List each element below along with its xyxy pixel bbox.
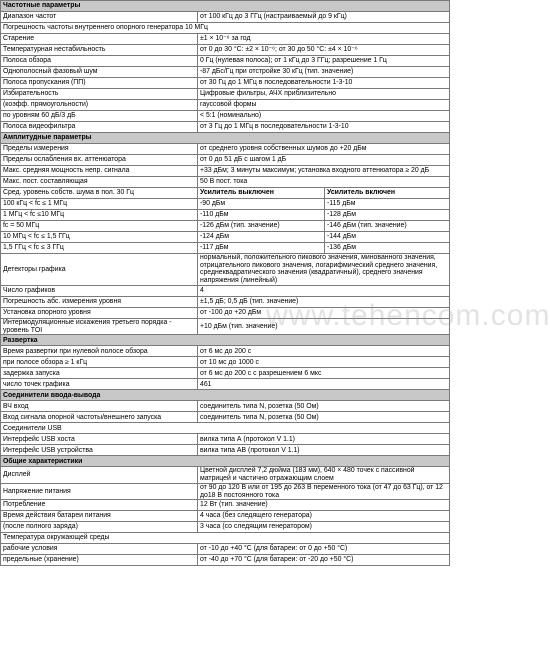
table-row [1,100,450,111]
table-row [1,67,450,78]
column-header-amp-off: Усилитель выключен [198,188,325,199]
table-row [1,379,450,390]
value-amp-on: -146 дБм (тип. значение) [325,221,450,232]
table-row [1,111,450,122]
param-label: Соединители USB [1,423,450,434]
value-amp-off: -110 дБм [198,210,325,221]
table-row [1,346,450,357]
param-value: гауссовой формы [198,100,450,111]
param-value: нормальный, положительного пикового значения, минованного значения, отрицательного пикового значения, логарифмический среднего значения, среднеквадратического значения (квадратичный), среднего значения напряжения (линейный) [198,254,450,286]
param-label: ВЧ вход [1,401,198,412]
table-row [1,221,450,232]
param-label: Диапазон частот [1,12,198,23]
param-label: (коэфф. прямоугольности) [1,100,198,111]
param-label: Дисплей [1,467,198,483]
table-row [1,500,450,511]
table-row [1,254,450,286]
param-value: 461 [198,379,450,390]
param-value: от 100 кГц до 3 ГГц (настраиваемый до 9 кГц) [198,12,450,23]
value-amp-off: -117 дБм [198,243,325,254]
table-row [1,12,450,23]
param-value: Цифровые фильтры, АЧХ приблизительно [198,89,450,100]
value-amp-on: -115 дБм [325,199,450,210]
param-label: fc = 50 МГц [1,221,198,232]
param-value: от 0 до 51 дБ с шагом 1 дБ [198,155,450,166]
param-value: 50 В пост. тока [198,177,450,188]
param-label: Потребление [1,500,198,511]
section-header [1,335,450,346]
table-row [1,434,450,445]
param-label: Интермодуляционные искажения третьего порядка - уровень TOI [1,318,198,334]
param-value: -87 дБс/Гц при отстройке 30 кГц (тип. значение) [198,67,450,78]
table-row [1,78,450,89]
param-label: 100 кГц < fc ≤ 1 МГц [1,199,198,210]
param-label: при полосе обзора ≥ 1 кГц [1,357,198,368]
table-row [1,555,450,566]
param-label: Интерфейс USB устройства [1,445,198,456]
table-row [1,423,450,434]
param-value: 4 [198,285,450,296]
param-label: Температура окружающей среды [1,533,450,544]
table-row [1,368,450,379]
table-row [1,318,450,334]
table-row [1,34,450,45]
table-row [1,296,450,307]
table-row [1,522,450,533]
param-label: Напряжение питания [1,483,198,499]
section-title: Частотные параметры [1,1,450,12]
param-label: по уровням 60 дБ/3 дБ [1,111,198,122]
value-amp-on: -136 дБм [325,243,450,254]
section-header [1,390,450,401]
param-label: Вход сигнала опорной частоты/внешнего запуска [1,412,198,423]
param-value: ±1 × 10⁻⁶ за год [198,34,450,45]
param-value: от -10 до +40 °С (для батареи: от 0 до +50 °С) [198,544,450,555]
param-label: Полоса обзора [1,56,198,67]
param-label: Однополосный фазовый шум [1,67,198,78]
param-label: Число графиков [1,285,198,296]
param-label: Погрешность абс. измерения уровня [1,296,198,307]
table-row [1,144,450,155]
param-value: от 30 Гц до 1 МГц в последовательности 1-3-10 [198,78,450,89]
table-row [1,445,450,456]
param-label: Температурная нестабильность [1,45,198,56]
section-title: Амплитудные параметры [1,133,450,144]
param-label: Время развертки при нулевой полосе обзора [1,346,198,357]
param-value: от 10 мс до 1000 с [198,357,450,368]
param-label: Полоса пропускания (ПП) [1,78,198,89]
table-row [1,89,450,100]
param-label: Старение [1,34,198,45]
param-value: 0 Гц (нулевая полоса); от 1 кГц до 3 ГГц; разрешение 1 Гц [198,56,450,67]
table-row [1,188,450,199]
table-row [1,155,450,166]
param-label: Время действия батареи питания [1,511,198,522]
param-label: Погрешность частоты внутреннего опорного генератора 10 МГц [1,23,450,34]
param-value: Цветной дисплей 7,2 дюйма (183 мм), 640 × 480 точек с пассивной матрицей и частично отражающим слоем [198,467,450,483]
param-label: предельные (хранение) [1,555,198,566]
param-label: задержка запуска [1,368,198,379]
param-value: 12 Вт (тип. значение) [198,500,450,511]
param-value: +33 дБм; 3 минуты максимум; установка входного аттенюатора ≥ 20 дБ [198,166,450,177]
param-value: вилка типа А (протокол V 1.1) [198,434,450,445]
param-value: от -40 до +70 °С (для батареи: от -20 до +50 °С) [198,555,450,566]
param-label: Избирательность [1,89,198,100]
param-label: Установка опорного уровня [1,307,198,318]
param-value: от -100 до +20 дБм [198,307,450,318]
param-value: соединитель типа N, розетка (50 Ом) [198,412,450,423]
section-header [1,133,450,144]
column-header-amp-on: Усилитель включен [325,188,450,199]
table-row [1,23,450,34]
param-label: Пределы измерения [1,144,198,155]
table-row [1,467,450,483]
section-header [1,456,450,467]
param-label: рабочие условия [1,544,198,555]
param-value: < 5:1 (номинально) [198,111,450,122]
table-row [1,166,450,177]
param-value: от 3 Гц до 1 МГц в последовательности 1-3-10 [198,122,450,133]
param-value: от 6 мс до 200 с [198,346,450,357]
param-value: от среднего уровня собственных шумов до +20 дБм [198,144,450,155]
param-label: Макс. пост. составляющая [1,177,198,188]
param-label: число точек графика [1,379,198,390]
watermark: www.tehencom.com [266,299,550,332]
section-title: Общие характеристики [1,456,450,467]
table-row [1,511,450,522]
param-label: 10 МГц < fc ≤ 1,5 ГГц [1,232,198,243]
table-row [1,45,450,56]
param-value: ±1,5 дБ; 0,5 дБ (тип. значение) [198,296,450,307]
param-value: 4 часа (без следящего генератора) [198,511,450,522]
param-label: 1,5 ГГц < fc ≤ 3 ГГц [1,243,198,254]
table-row [1,210,450,221]
table-row [1,483,450,499]
value-amp-on: -128 дБм [325,210,450,221]
table-row [1,232,450,243]
section-title: Развертка [1,335,450,346]
param-label: Полоса видеофильтра [1,122,198,133]
param-value: от 0 до 30 °С: ±2 × 10⁻⁶; от 30 до 50 °С: ±4 × 10⁻⁶ [198,45,450,56]
param-label: Детекторы графика [1,254,198,286]
value-amp-off: -90 дБм [198,199,325,210]
table-row [1,285,450,296]
value-amp-off: -124 дБм [198,232,325,243]
param-value: 3 часа (со следящим генератором) [198,522,450,533]
param-value: вилка типа АВ (протокол V 1.1) [198,445,450,456]
param-label: Сред. уровень собств. шума в пол. 30 Гц [1,188,198,199]
value-amp-on: -144 дБм [325,232,450,243]
table-row [1,544,450,555]
table-row [1,243,450,254]
param-label: Интерфейс USB хоста [1,434,198,445]
section-title: Соединители ввода-вывода [1,390,450,401]
table-row [1,401,450,412]
value-amp-off: -126 дБм (тип. значение) [198,221,325,232]
table-row [1,412,450,423]
param-label: 1 МГц < fc ≤10 МГц [1,210,198,221]
table-row [1,177,450,188]
param-value: +10 дБм (тип. значение) [198,318,450,334]
table-row [1,307,450,318]
table-row [1,199,450,210]
param-value: от 6 мс до 200 с с разрешением 6 мкс [198,368,450,379]
table-row [1,357,450,368]
section-header [1,1,450,12]
param-label: (после полного заряда) [1,522,198,533]
param-label: Макс. средняя мощность непр. сигнала [1,166,198,177]
param-value: от 90 до 120 В или от 195 до 263 В переменного тока (от 47 до 63 Гц), от 12 до18 В постоянного тока [198,483,450,499]
table-row [1,56,450,67]
table-row [1,122,450,133]
table-row [1,533,450,544]
param-value: соединитель типа N, розетка (50 Ом) [198,401,450,412]
param-label: Пределы ослабления вх. аттенюатора [1,155,198,166]
